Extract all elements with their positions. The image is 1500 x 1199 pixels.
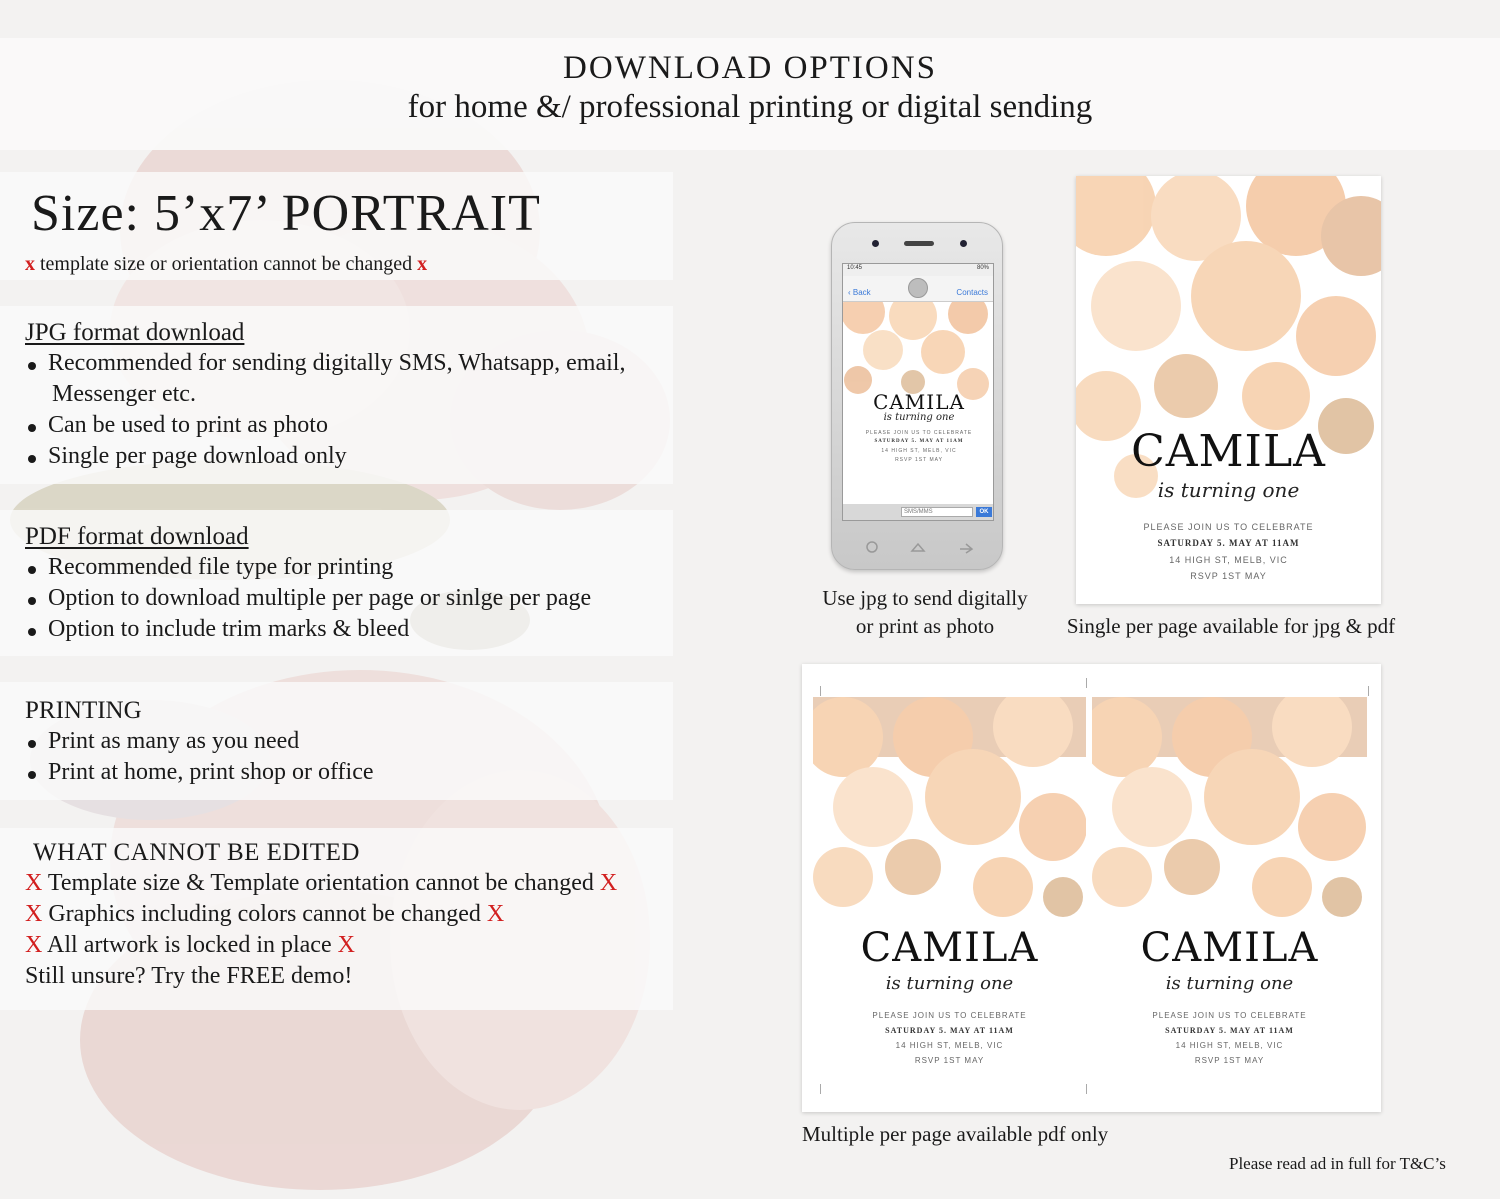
send-ok-button[interactable]: OK (976, 507, 992, 517)
single-invite-card (1076, 176, 1381, 604)
invite-line: 14 HIGH ST, MELB, VIC (895, 1041, 1004, 1050)
footnote: Please read ad in full for T&C’s (1229, 1154, 1446, 1173)
invite-line: SATURDAY 5. MAY AT 11AM (874, 439, 964, 444)
size-note-text: template size or orientation cannot be changed (40, 253, 413, 275)
edit-line-text: Template size & Template orientation cannot be changed (47, 870, 594, 896)
size-panel (0, 172, 673, 280)
invite-line: PLEASE JOIN US TO CELEBRATE (1152, 1011, 1307, 1020)
red-x-icon: X (25, 901, 43, 927)
invite-line: SATURDAY 5. MAY AT 11AM (1165, 1026, 1294, 1035)
list-item: Option to download multiple per page or sinlge per page (25, 583, 673, 614)
circles-graphic (1092, 697, 1367, 1079)
invite-line: PLEASE JOIN US TO CELEBRATE (872, 1011, 1027, 1020)
contact-avatar-icon (908, 278, 928, 298)
red-x-icon: X (25, 932, 43, 958)
invite-name: CAMILA (1140, 925, 1319, 971)
invite-tagline: is turning one (883, 412, 955, 423)
edit-line (25, 899, 673, 930)
invite-line: SATURDAY 5. MAY AT 11AM (1157, 538, 1300, 548)
status-bar (843, 264, 993, 276)
caption-line: or print as photo (855, 614, 995, 638)
message-nav-bar (843, 276, 993, 302)
red-x-icon: X (25, 870, 43, 896)
pdf-panel (0, 510, 673, 656)
invite-line: 14 HIGH ST, MELB, VIC (881, 448, 957, 454)
size-title: Size: 5’x7’ PORTRAIT (31, 185, 541, 242)
phone-caption (805, 584, 1045, 640)
invite-tagline: is turning one (1157, 478, 1300, 502)
list-item-text: Recommended for sending digitally SMS, Whatsapp, email, (48, 350, 626, 376)
invite-line: RSVP 1ST MAY (914, 1056, 985, 1065)
list-item: Can be used to print as photo (25, 410, 673, 441)
printing-title: PRINTING (25, 697, 142, 724)
speaker-icon (904, 241, 934, 246)
list-item: Print at home, print shop or office (25, 757, 673, 788)
invite-name: CAMILA (1131, 426, 1326, 477)
phone-invite-preview (843, 302, 994, 506)
phone-screen (842, 263, 994, 521)
contacts-button[interactable]: Contacts (956, 288, 988, 297)
invite-line: RSVP 1ST MAY (1190, 571, 1267, 581)
invite-tagline: is turning one (1165, 973, 1294, 994)
multiple-caption: Multiple per page available pdf only (802, 1122, 1109, 1146)
jpg-panel (0, 306, 673, 484)
back-button[interactable]: ‹ Back (848, 288, 871, 297)
cannot-edit-panel (0, 828, 673, 1010)
invite-line: PLEASE JOIN US TO CELEBRATE (865, 430, 973, 436)
status-battery: 80% (976, 265, 989, 271)
sms-input[interactable]: SMS/MMS (901, 507, 973, 517)
multi-invite-card-1 (813, 697, 1086, 1079)
red-x-icon: X (599, 870, 618, 896)
circles-graphic (813, 697, 1086, 1079)
jpg-list (25, 348, 673, 472)
status-time: 10:45 (847, 265, 863, 271)
red-x-icon: x (25, 253, 35, 275)
list-item: Print as many as you need (25, 726, 673, 757)
list-item: Single per page download only (25, 441, 673, 472)
edit-line-text: Graphics including colors cannot be changed (48, 901, 481, 927)
invite-line: 14 HIGH ST, MELB, VIC (1169, 555, 1288, 565)
red-x-icon: X (486, 901, 505, 927)
edit-line-text: All artwork is locked in place (47, 932, 332, 958)
trim-mark (820, 686, 821, 696)
trim-mark (820, 1084, 821, 1094)
list-item: Recommended file type for printing (25, 552, 673, 583)
size-note (25, 252, 673, 276)
sensor-icon (960, 240, 967, 247)
invite-line: RSVP 1ST MAY (895, 457, 943, 463)
invite-name: CAMILA (860, 925, 1039, 971)
free-demo-text: Still unsure? Try the FREE demo! (25, 963, 353, 989)
cannot-edit-title: WHAT CANNOT BE EDITED (33, 839, 360, 866)
front-camera-icon (872, 240, 879, 247)
pdf-list (25, 552, 673, 645)
pdf-title: PDF format download (25, 523, 249, 550)
list-item (25, 348, 673, 410)
sms-input-bar (843, 504, 994, 520)
red-x-icon: X (337, 932, 355, 958)
invite-tagline: is turning one (885, 973, 1014, 994)
page-title: DOWNLOAD OPTIONS (563, 50, 937, 86)
invite-line: 14 HIGH ST, MELB, VIC (1175, 1041, 1284, 1050)
trim-mark (1086, 678, 1087, 688)
red-x-icon: x (417, 253, 428, 275)
phone-mockup (831, 222, 1003, 570)
edit-line (25, 868, 673, 899)
invite-line: SATURDAY 5. MAY AT 11AM (885, 1026, 1014, 1035)
printing-list (25, 726, 673, 788)
single-caption: Single per page available for jpg & pdf (1066, 614, 1396, 638)
list-item-text-continued: Messenger etc. (52, 381, 196, 407)
edit-line (25, 930, 673, 961)
phone-nav-icons (842, 539, 994, 555)
list-item: Option to include trim marks & bleed (25, 614, 673, 645)
header-band (0, 38, 1500, 150)
multi-invite-card-2 (1092, 697, 1367, 1079)
printing-panel (0, 682, 673, 800)
invite-line: RSVP 1ST MAY (1194, 1056, 1265, 1065)
invite-line: PLEASE JOIN US TO CELEBRATE (1143, 522, 1314, 532)
trim-mark (1368, 686, 1369, 696)
jpg-title: JPG format download (25, 319, 245, 346)
invite-name: CAMILA (873, 390, 965, 414)
trim-mark (1086, 1084, 1087, 1094)
page-subtitle: for home &/ professional printing or digital sending (407, 89, 1093, 125)
caption-line: Use jpg to send digitally (822, 586, 1028, 610)
